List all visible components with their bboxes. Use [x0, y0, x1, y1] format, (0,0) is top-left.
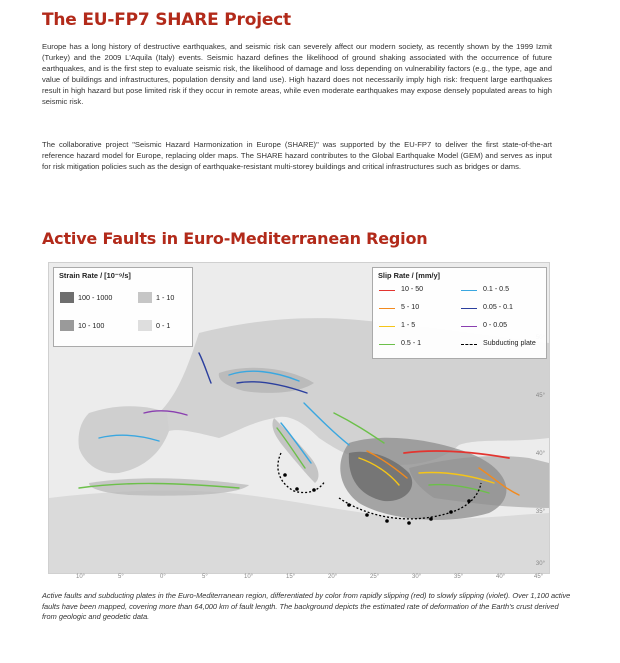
lon-label: 40° [496, 574, 506, 580]
strain-swatch [138, 292, 152, 303]
lat-label: 40° [535, 451, 545, 457]
slip-line-sample [461, 290, 477, 291]
lon-label: 10° [244, 574, 254, 580]
lon-label: 25° [370, 574, 380, 580]
fault-map [48, 262, 550, 574]
lon-label: 0° [160, 574, 166, 580]
lat-label: 45° [535, 393, 545, 399]
slip-line-sample [379, 326, 395, 327]
slip-label: 10 - 50 [401, 285, 424, 293]
slip-label: 0 - 0.05 [483, 321, 508, 329]
slip-label: 0.5 - 1 [401, 339, 422, 347]
lat-label: 35° [535, 509, 545, 515]
strain-swatch [60, 292, 74, 303]
strain-swatch [138, 320, 152, 331]
page-title: The EU-FP7 SHARE Project [42, 10, 291, 30]
slip-line-sample [379, 344, 395, 345]
strain-label: 0 - 1 [156, 321, 171, 330]
lon-label: 10° [76, 574, 86, 580]
lon-label: 5° [118, 574, 124, 580]
slip-label: Subducting plate [483, 339, 536, 347]
strain-legend-title: Strain Rate / [10⁻⁹/s] [59, 271, 131, 280]
slip-rate-legend [372, 267, 547, 359]
lon-label: 30° [412, 574, 422, 580]
strain-label: 100 - 1000 [78, 293, 113, 302]
lon-label: 35° [454, 574, 464, 580]
slip-label: 0.05 - 0.1 [483, 303, 513, 311]
slip-legend-title: Slip Rate / [mm/y] [378, 271, 441, 280]
slip-line-sample [461, 326, 477, 327]
strain-label: 1 - 10 [156, 293, 175, 302]
slip-line-sample [379, 290, 395, 291]
lon-label: 45° [534, 574, 544, 580]
lon-label: 15° [286, 574, 296, 580]
slip-label: 5 - 10 [401, 303, 420, 311]
strain-label: 10 - 100 [78, 321, 105, 330]
figure-caption: Active faults and subducting plates in the Euro-Mediterranean region, differentiated by color from rapidly slipping (red) to slowly slipping (violet). Over 1,100 active faults have been mapped, covering more than 64,000 km of fault length. The background depicts the estimated rate of deformation of the Earth's crust derived from geologic and geodetic data. [42, 591, 571, 622]
intro-paragraph: Europe has a long history of destructive earthquakes, and seismic risk can severely affect our modern society, as recently shown by the 1999 Izmit (Turkey) and the 2009 L'Aquila (Italy) events. Seismic hazard defines the likelihood of ground shaking associated with the occurrence of future earthquakes, and is the first step to evaluate seismic risk, the likelihood of damage and loss depending on vulnerability factors (e.g., the type, age and value of buildings and infrastructures, population density and land use). High hazard does not necessarily imply high risk: frequent large earthquakes result in high hazard but pose limited risk if they occur in remote areas, while even moderate earthquakes may expose densely populated areas to high seismic risk. [42, 42, 552, 107]
strain-rate-legend [53, 267, 193, 347]
strain-swatch [60, 320, 74, 331]
slip-line-sample [461, 308, 477, 309]
lon-label: 20° [328, 574, 338, 580]
slip-line-sample [379, 308, 395, 309]
section-title: Active Faults in Euro-Mediterranean Region [42, 229, 428, 248]
slip-line-sample [461, 344, 477, 345]
project-paragraph: The collaborative project "Seismic Hazard Harmonization in Europe (SHARE)" was supported by the EU-FP7 to deliver the first state-of-the-art reference hazard model for Europe, replacing older maps. The SHARE hazard contributes to the Global Earthquake Model (GEM) and serves as input for risk mitigation policies such as the design of earthquake-resistant multi-storey buildings and critical infrastructures such as bridges or dams. [42, 140, 552, 172]
slip-label: 1 - 5 [401, 321, 416, 329]
slip-label: 0.1 - 0.5 [483, 285, 510, 293]
lon-label: 5° [202, 574, 208, 580]
lat-label: 30° [535, 561, 545, 567]
